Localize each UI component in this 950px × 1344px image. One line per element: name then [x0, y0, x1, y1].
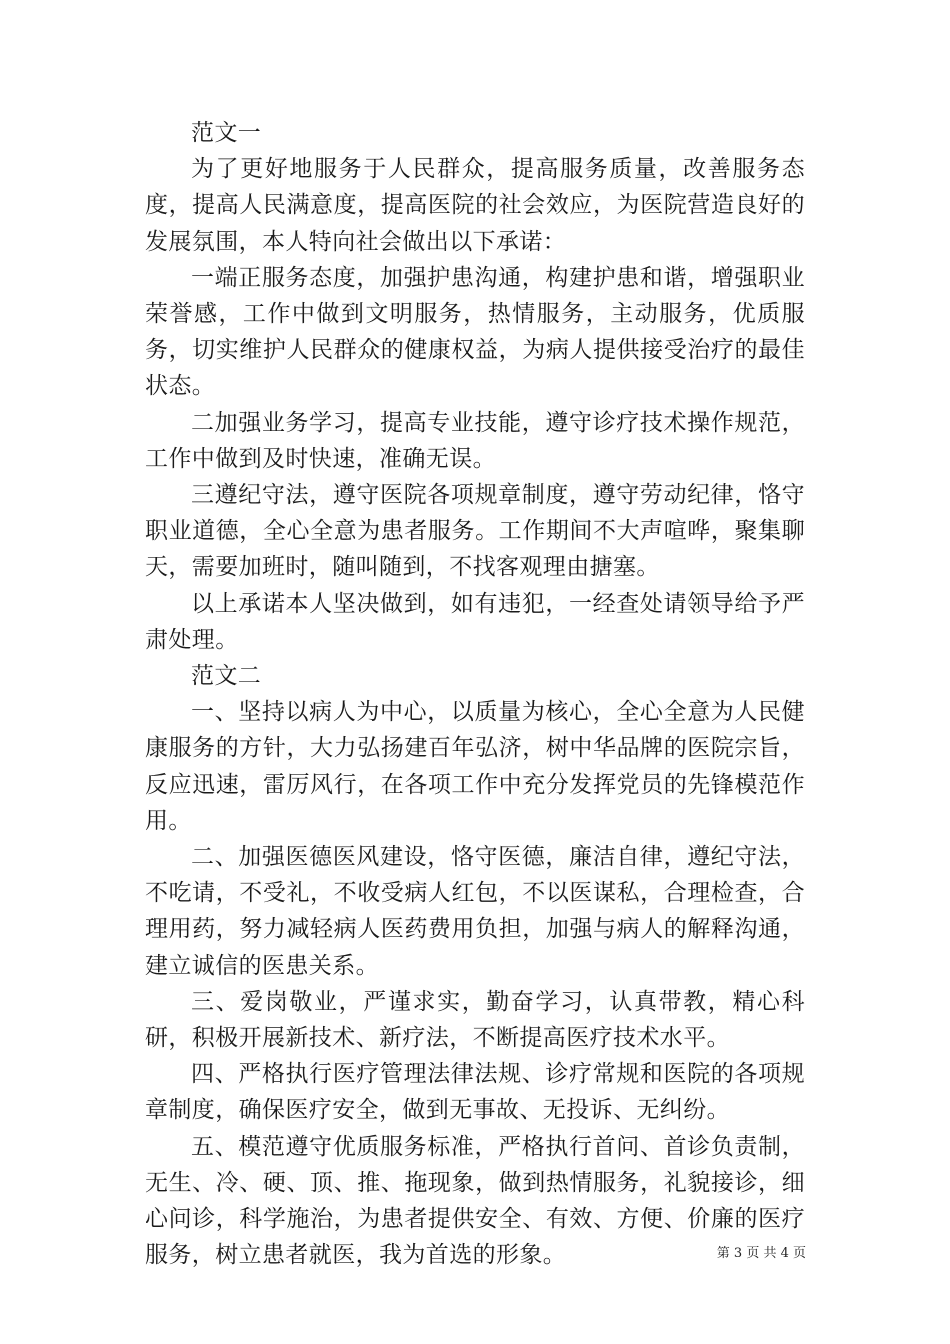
paragraph-item-1: 一、坚持以病人为中心，以质量为核心，全心全意为人民健康服务的方针，大力弘扬建百年弘济，树中华品牌的医院宗旨，反应迅速，雷厉风行，在各项工作中充分发挥党员的先锋模范作用。	[145, 699, 805, 834]
section-heading-2: 范文二	[191, 663, 262, 690]
paragraph-intro: 为了更好地服务于人民群众，提高服务质量，改善服务态度，提高人民满意度，提高医院的社会效应，为医院营造良好的发展氛围，本人特向社会做出以下承诺：	[145, 156, 805, 255]
paragraph-pledge-1: 一端正服务态度，加强护患沟通，构建护患和谐，增强职业荣誉感，工作中做到文明服务，热情服务，主动服务，优质服务，切实维护人民群众的健康权益，为病人提供接受治疗的最佳状态。	[145, 264, 805, 400]
document-body	[145, 115, 805, 1274]
paragraph-pledge-3: 三遵纪守法，遵守医院各项规章制度，遵守劳动纪律，恪守职业道德，全心全意为患者服务。工作期间不大声喧哗，聚集聊天，需要加班时，随叫随到，不找客观理由搪塞。	[145, 482, 805, 581]
paragraph-item-5: 五、模范遵守优质服务标准，严格执行首问、首诊负责制，无生、冷、硬、顶、推、拖现象，做到热情服务，礼貌接诊，细心问诊，科学施治，为患者提供安全、有效、方便、价廉的医疗服务，树立患者就医，我为首选的形象。	[145, 1133, 805, 1269]
paragraph-closing: 以上承诺本人坚决做到，如有违犯，一经查处请领导给予严肃处理。	[145, 590, 805, 653]
paragraph-item-2: 二、加强医德医风建设，恪守医德，廉洁自律，遵纪守法，不吃请，不受礼，不收受病人红包，不以医谋私，合理检查，合理用药，努力减轻病人医药费用负担，加强与病人的解释沟通，建立诚信的医患关系。	[145, 844, 805, 979]
paragraph-pledge-2: 二加强业务学习，提高专业技能，遵守诊疗技术操作规范，工作中做到及时快速，准确无误。	[145, 409, 805, 472]
paragraph-item-3: 三、爱岗敬业，严谨求实，勤奋学习，认真带教，精心科研，积极开展新技术、新疗法，不断提高医疗技术水平。	[145, 988, 805, 1052]
paragraph-item-4: 四、严格执行医疗管理法律法规、诊疗常规和医院的各项规章制度，确保医疗安全，做到无事故、无投诉、无纠纷。	[145, 1061, 805, 1124]
page-number: 第 3 页 共 4 页	[716, 1246, 806, 1261]
section-heading-1: 范文一	[191, 120, 262, 146]
